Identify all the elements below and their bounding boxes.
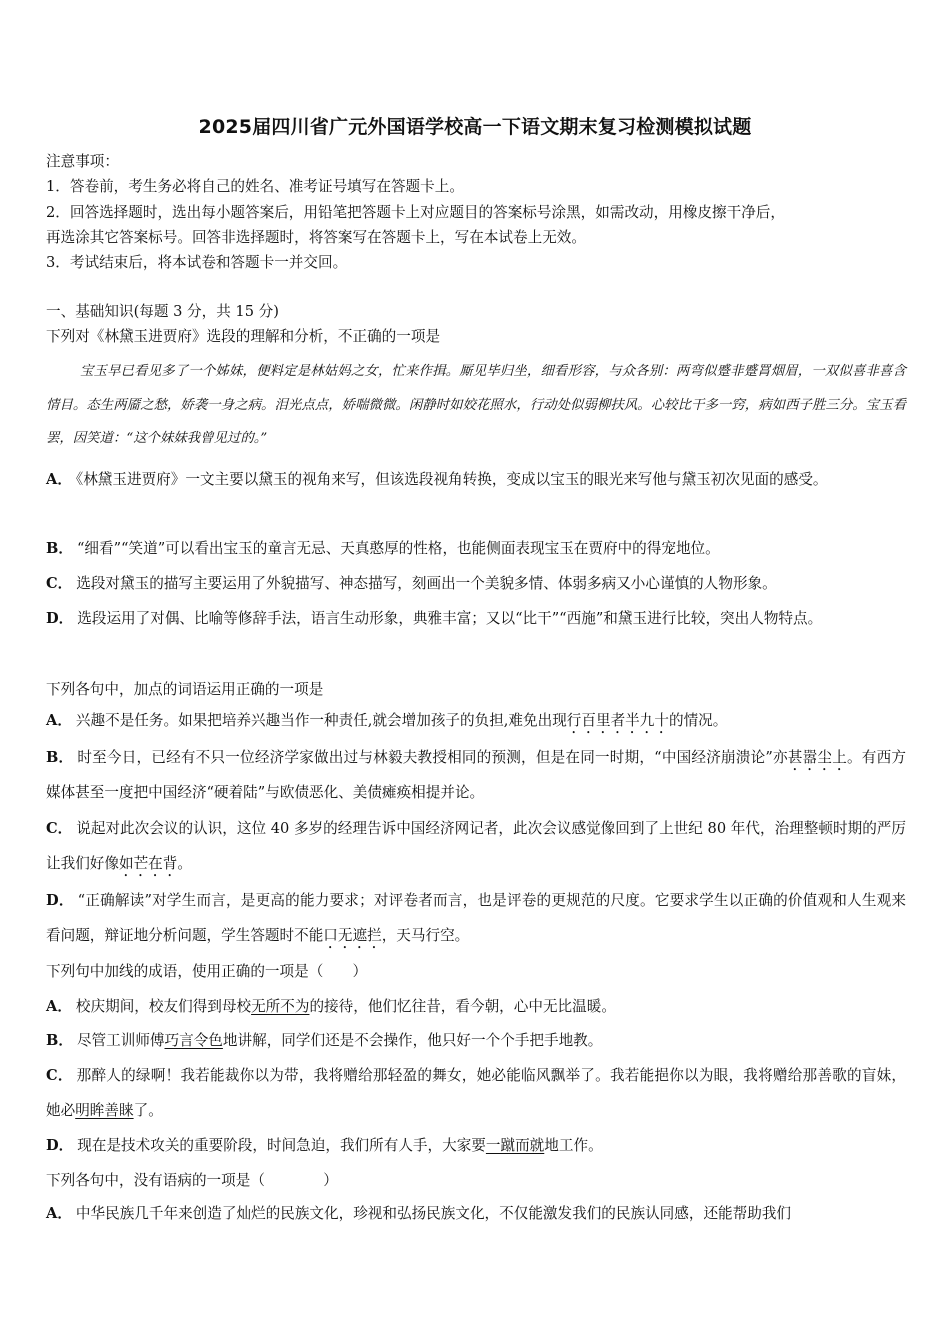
dotted-phrase: 甚嚣尘上: [787, 749, 847, 766]
underlined-idiom: 无所不为: [251, 998, 310, 1015]
option-label: D．: [46, 610, 74, 627]
option-text-pre: 现在是技术攻关的重要阶段，时间急迫，我们所有人手，大家要: [77, 1137, 486, 1154]
dotted-phrase: 如芒在背: [118, 855, 178, 872]
question-2-option-a: [46, 703, 906, 739]
option-text-pre: 校庆期间，校友们得到母校: [75, 998, 252, 1015]
question-2-stem: 下列各句中，加点的词语运用正确的一项是: [46, 681, 324, 698]
option-text-post: 。: [177, 855, 192, 872]
option-label: B．: [46, 540, 73, 557]
question-1-option-c: [46, 566, 906, 602]
notice-item: 再选涂其它答案标号。回答非选择题时，将答案写在答题卡上，写在本试卷上无效。: [46, 229, 586, 246]
option-text-pre: 尽管工训师傅: [76, 1032, 165, 1049]
dotted-phrase: 行百里者半九十: [566, 712, 669, 729]
option-text-post: 的情况。: [668, 712, 728, 729]
notice-item: 1．答卷前，考生务必将自己的姓名、准考证号填写在答题卡上。: [46, 178, 464, 195]
notice-item: 3．考试结束后，将本试卷和答题卡一并交回。: [46, 254, 348, 271]
option-text-post: 了。: [133, 1102, 163, 1119]
option-text-post: ，天马行空。: [381, 927, 470, 944]
option-text-pre: 兴趣不是任务。如果把培养兴趣当作一种责任,就会增加孩子的负担,难免出现: [75, 712, 567, 729]
option-text: “细看”“笑道”可以看出宝玉的童言无忌、天真憨厚的性格，也能侧面表现宝玉在贾府中的得宠地位。: [76, 540, 720, 557]
option-text-post: 的接待，他们忆往昔，看今朝，心中无比温暖。: [309, 998, 616, 1015]
option-text: 选段运用了对偶、比喻等修辞手法，语言生动形象，典雅丰富；又以“比干”“西施”和黛玉进行比较，突出人物特点。: [77, 610, 823, 627]
question-1-option-a: [46, 462, 906, 497]
option-label: C．: [46, 820, 73, 837]
question-1-option-d: [46, 601, 906, 636]
option-label: A．: [46, 998, 72, 1015]
question-3-option-a: [46, 989, 906, 1025]
section-heading: 一、基础知识(每题 3 分，共 15 分): [46, 303, 279, 320]
question-3-option-b: [46, 1023, 906, 1059]
notice-heading: 注意事项：: [46, 153, 119, 170]
question-2-option-b: [46, 740, 906, 810]
option-label: A．: [46, 1205, 72, 1222]
underlined-idiom: 明眸善睐: [75, 1102, 134, 1119]
question-1-passage: 宝玉早已看见多了一个姊妹，便料定是林姑妈之女，忙来作揖。厮见毕归坐，细看形容，与众各别：两弯似蹙非蹙罥烟眉，一双似喜非喜含情目。态生两靥之愁，娇袭一身之病。泪光点点，娇喘微微。闲静时如姣花照水，行动处似弱柳扶风。心较比干多一窍，病如西子胜三分。宝玉看罢，因笑道：“这个妹妹我曾见过的。”: [46, 364, 906, 446]
option-text-pre: “正确解读”对学生而言，是更高的能力要求；对评卷者而言，也是评卷的更规范的尺度。它要求学生以正确的价值观和人生观来看问题，辩证地分析问题，学生答题时不能: [46, 892, 906, 944]
question-4-stem: 下列各句中，没有语病的一项是（ ）: [46, 1172, 338, 1189]
option-label: D．: [46, 892, 74, 909]
option-text-post: 地讲解，同学们还是不会操作，他只好一个个手把手地教。: [222, 1032, 603, 1049]
option-label: B．: [46, 1032, 73, 1049]
option-text: 《林黛玉进贾府》一文主要以黛玉的视角来写，但该选段视角转换，变成以宝玉的眼光来写他与黛玉初次见面的感受。: [75, 471, 828, 488]
option-text-post: 。有西方媒体甚至一度把中国经济“硬着陆”与欧债恶化、美债瘫痪相提并论。: [46, 749, 906, 801]
question-2-option-c: [46, 811, 906, 881]
option-text-pre: 那醉人的绿啊！我若能裁你以为带，我将赠给那轻盈的舞女，她必能临风飘举了。我若能挹你以为眼，我将赠给那善歌的盲妹，她必: [46, 1067, 906, 1119]
question-1-option-b: [46, 531, 906, 567]
question-3-option-d: [46, 1128, 906, 1164]
question-3-stem: 下列句中加线的成语，使用正确的一项是（ ）: [46, 963, 368, 980]
question-4-option-a: [46, 1196, 906, 1232]
dotted-phrase: 口无遮拦: [323, 927, 382, 944]
notice-item: 2．回答选择题时，选出每小题答案后，用铅笔把答题卡上对应题目的答案标号涂黑，如需改动，用橡皮擦干净后，: [46, 204, 785, 221]
option-text-post: 地工作。: [544, 1137, 603, 1154]
option-text-pre: 说起对此次会议的认识，这位 40 多岁的经理告诉中国经济网记者，此次会议感觉像回到了上世纪 80 年代，治理整顿时期的严厉让我们好像: [46, 820, 906, 872]
option-label: A．: [46, 712, 72, 729]
underlined-idiom: 一蹴而就: [485, 1137, 545, 1154]
option-label: A．: [46, 471, 72, 488]
question-3-option-c: [46, 1058, 906, 1128]
option-text: 中华民族几千年来创造了灿烂的民族文化，珍视和弘扬民族文化，不仅能激发我们的民族认同感，还能帮助我们: [75, 1205, 792, 1222]
option-label: B．: [46, 749, 74, 766]
page-title: 2025届四川省广元外国语学校高一下语文期末复习检测模拟试题: [198, 116, 752, 138]
question-2-option-d: [46, 883, 906, 953]
underlined-idiom: 巧言令色: [164, 1032, 223, 1049]
option-label: C．: [46, 1067, 73, 1084]
option-label: C．: [46, 575, 73, 592]
option-text: 选段对黛玉的描写主要运用了外貌描写、神态描写，刻画出一个美貌多情、体弱多病又小心谨慎的人物形象。: [76, 575, 777, 592]
option-label: D．: [46, 1137, 74, 1154]
question-1-stem: 下列对《林黛玉进贾府》选段的理解和分析，不正确的一项是: [46, 328, 441, 345]
option-text-pre: 时至今日，已经有不只一位经济学家做出过与林毅夫教授相同的预测，但是在同一时期，“中国经济崩溃论”亦: [77, 749, 788, 766]
